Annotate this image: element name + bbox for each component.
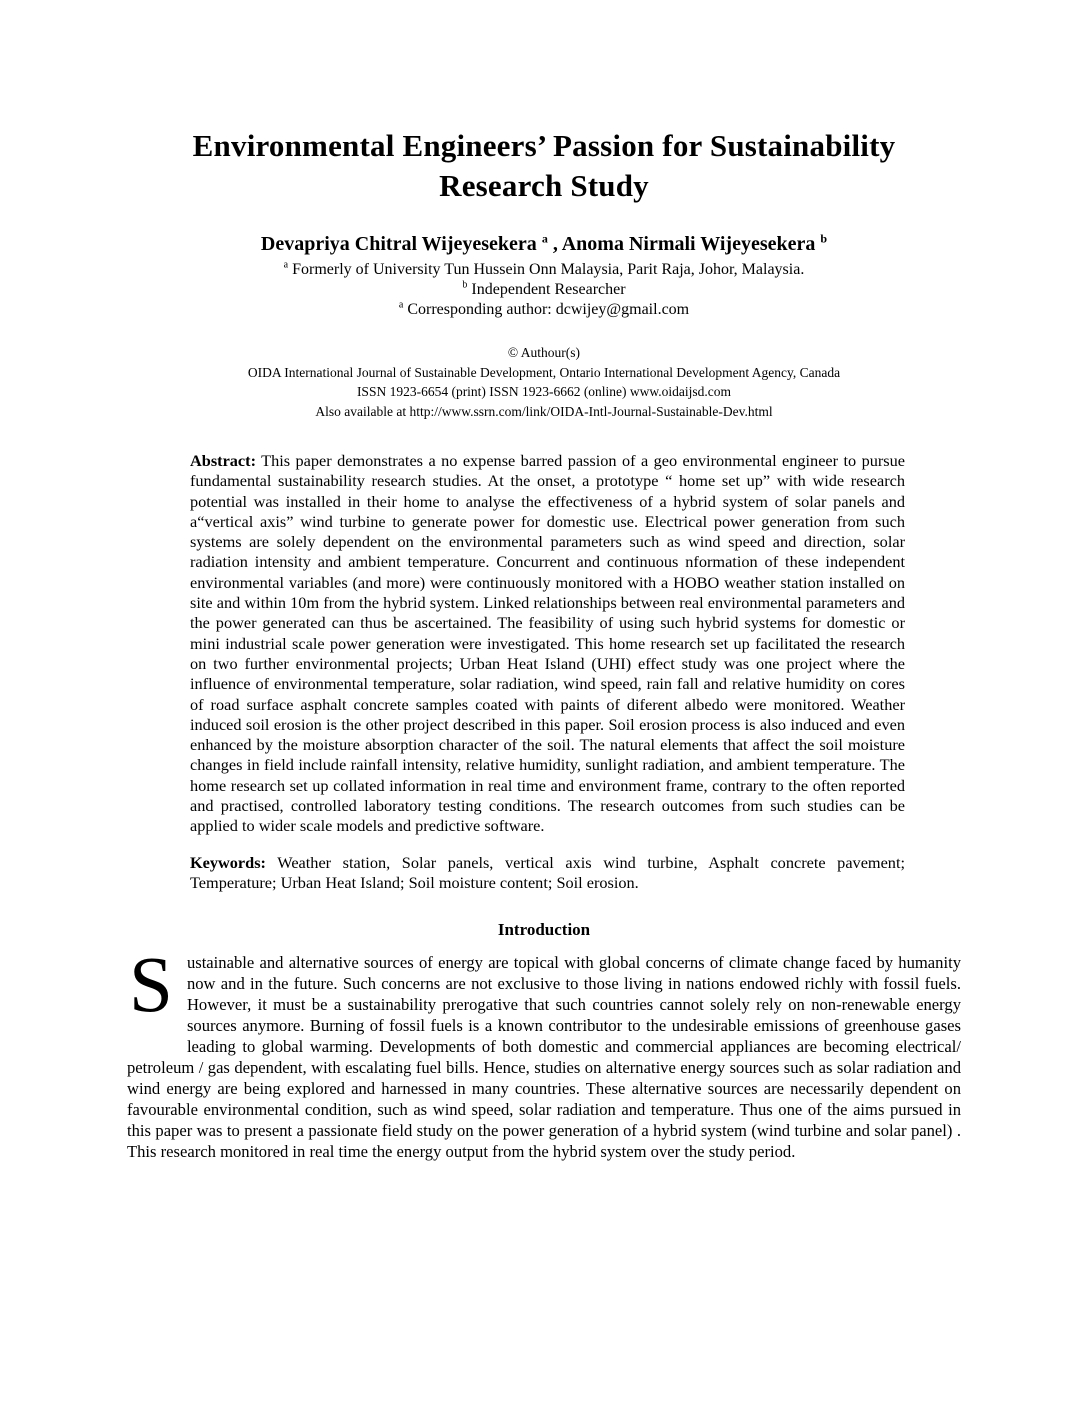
affiliation-2	[0, 280, 1088, 300]
abstract-label: Abstract:	[190, 451, 257, 470]
corresponding-author-line	[0, 300, 1088, 320]
author-2-affiliation-mark: b	[820, 231, 828, 246]
affiliations-block	[0, 260, 1088, 320]
author-1-name: Devapriya Chitral Wijeyesekera	[260, 233, 537, 255]
corresponding-author-text: Corresponding author: dcwijey@gmail.com	[407, 301, 690, 318]
keywords-paragraph	[190, 853, 905, 894]
keywords-label: Keywords:	[190, 852, 266, 872]
introduction-heading: Introduction	[497, 920, 591, 940]
author-separator: ,	[547, 233, 562, 255]
affiliation-1-text: Formerly of University Tun Hussein Onn Malaysia, Parit Raja, Johor, Malaysia.	[292, 261, 805, 278]
issn-line: ISSN 1923-6654 (print) ISSN 1923-6662 (online) www.oidaijsd.com	[356, 384, 732, 399]
affiliation-1	[0, 260, 1088, 280]
affiliation-1-mark: a	[283, 259, 289, 271]
authors-line	[0, 233, 1088, 256]
abstract-paragraph	[190, 451, 905, 837]
keywords-text: Weather station, Solar panels, vertical axis wind turbine, Asphalt concrete pavement; Temperature; Urban Heat Island; Soil moisture content; Soil erosion.	[190, 852, 905, 892]
copyright-line: © Authour(s)	[507, 345, 581, 360]
introduction-paragraph	[127, 942, 961, 1162]
author-2-name: Anoma Nirmali Wijeyesekera	[561, 233, 816, 255]
publisher-block	[0, 343, 1088, 421]
affiliation-2-mark: b	[462, 279, 468, 291]
paper-title-line2: Research Study	[439, 168, 649, 203]
corresponding-author-mark: a	[398, 299, 404, 311]
author-1-affiliation-mark: a	[541, 231, 548, 246]
abstract-text: This paper demonstrates a no expense barred passion of a geo environmental engineer to pursue fundamental sustainability research studies. At the onset, a prototype “ home set up” with wide research potential was installed in their home to analyse the effectiveness of a hybrid system of solar panels and a“vertical axis” wind turbine to generate power for domestic use. Electrical power generation from such systems are solely dependent on the environmental parameters such as wind speed and direction, solar radiation intensity and ambient temperature. Concurrent and continuous nformation of these independent environmental variables (and more) were continuously monitored with a HOBO weather station installed on site and within 10m from the hybrid system. Linked relationships between real environmental parameters and the power generated can thus be ascertained. The feasibility of using such hybrid systems for domestic or mini industrial scale power generation were investigated. This home research set up facilitated the research on two further environmental projects; Urban Heat Island (UHI) effect study was one project where the influence of environmental temperature, solar radiation, wind speed, rain fall and relative humidity on cores of road surface asphalt concrete samples coated with paints of diferent albedo were monitored. Weather induced soil erosion is the other project described in this paper. Soil erosion process is also induced and even enhanced by the moisture absorption character of the soil. The natural elements that affect the soil moisture changes in field include rainfall intensity, relative humidity, sunlight radiation, and ambient temperature. The home research set up collated information in real time and environment frame, contrary to the often reported and practised, controlled laboratory testing conditions. The research outcomes from such studies can be applied to wider scale models and predictive software.	[190, 451, 905, 836]
paper-title	[0, 0, 1088, 206]
dropcap-letter: S	[129, 942, 173, 1030]
paper-title-line1: Environmental Engineers’ Passion for Sustainability	[192, 128, 896, 163]
introduction-text: ustainable and alternative sources of energy are topical with global concerns of climate change faced by humanity now and in the future. Such concerns are not exclusive to those living in nations endowed richly with fossil fuels. However, it must be a sustainability prerogative that such countries cannot solely rely on non-renewable energy sources anymore. Burning of fossil fuels is a known contributor to the undesirable emissions of greenhouse gases leading to global warming. Developments of both domestic and commercial appliances are becoming electrical/ petroleum / gas dependent, with escalating fuel bills. Hence, studies on alternative energy sources such as solar radiation and wind energy are being explored and harnessed in many countries. These alternative sources are necessarily dependent on favourable environmental condition, such as wind speed, solar radiation and temperature. Thus one of the aims pursued in this paper was to present a passionate field study on the power generation of a hybrid system (wind turbine and solar panel) . This research monitored in real time the energy output from the hybrid system over the study period.	[127, 953, 961, 1162]
affiliation-2-text: Independent Researcher	[471, 281, 626, 298]
availability-line: Also available at http://www.ssrn.com/link/OIDA-Intl-Journal-Sustainable-Dev.html	[315, 403, 773, 419]
journal-line: OIDA International Journal of Sustainable Development, Ontario International Development Agency, Canada	[247, 364, 841, 380]
